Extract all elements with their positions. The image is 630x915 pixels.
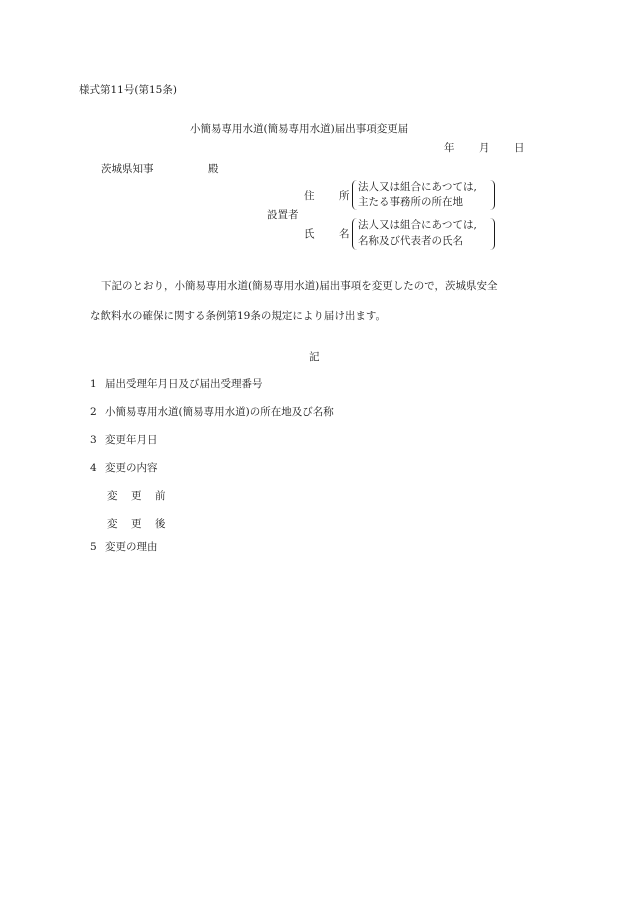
address-note-1: 法人又は組合にあつては, — [358, 181, 477, 193]
addressee-name: 茨城県知事 — [101, 163, 154, 175]
item-text: 変更の内容 — [105, 462, 158, 474]
item-number: 1 — [90, 378, 97, 390]
item-number: 4 — [90, 462, 97, 474]
item-text: 変更年月日 — [105, 434, 158, 446]
name-bracket-left — [352, 218, 357, 250]
date-year: 年 — [444, 142, 455, 154]
change-before-char-3: 前 — [155, 490, 166, 502]
address-label-1: 住 — [304, 190, 315, 202]
address-note-2: 主たる事務所の所在地 — [358, 196, 463, 208]
address-bracket-left — [352, 180, 357, 210]
item-number: 2 — [90, 406, 97, 418]
name-bracket-right — [490, 218, 495, 250]
change-after-char-3: 後 — [155, 518, 166, 530]
item-number: 5 — [90, 541, 97, 553]
change-after-char-2: 更 — [131, 518, 142, 530]
name-note-1: 法人又は組合にあつては, — [358, 219, 477, 231]
change-before-char-2: 更 — [131, 490, 142, 502]
item-text: 小簡易専用水道(簡易専用水道)の所在地及び名称 — [105, 406, 334, 418]
change-before-char-1: 変 — [107, 490, 118, 502]
ki-heading: 記 — [309, 351, 320, 363]
name-label-1: 氏 — [304, 228, 315, 240]
item-text: 届出受理年月日及び届出受理番号 — [105, 378, 263, 390]
address-bracket-right — [490, 180, 495, 210]
name-label-2: 名 — [339, 228, 350, 240]
address-label-2: 所 — [339, 190, 350, 202]
applicant-role: 設置者 — [267, 209, 299, 221]
document-title: 小簡易専用水道(簡易専用水道)届出事項変更届 — [190, 123, 409, 135]
change-after-char-1: 変 — [107, 518, 118, 530]
date-month: 月 — [479, 142, 490, 154]
name-note-2: 名称及び代表者の氏名 — [358, 235, 463, 247]
item-text: 変更の理由 — [105, 541, 158, 553]
form-number: 様式第11号(第15条) — [79, 84, 177, 96]
item-number: 3 — [90, 434, 97, 446]
body-line-2: な飲料水の確保に関する条例第19条の規定により届け出ます。 — [90, 310, 387, 322]
date-day: 日 — [514, 142, 525, 154]
body-line-1: 下記のとおり，小簡易専用水道(簡易専用水道)届出事項を変更したので，茨城県安全 — [101, 280, 498, 292]
addressee-honorific: 殿 — [208, 163, 219, 175]
